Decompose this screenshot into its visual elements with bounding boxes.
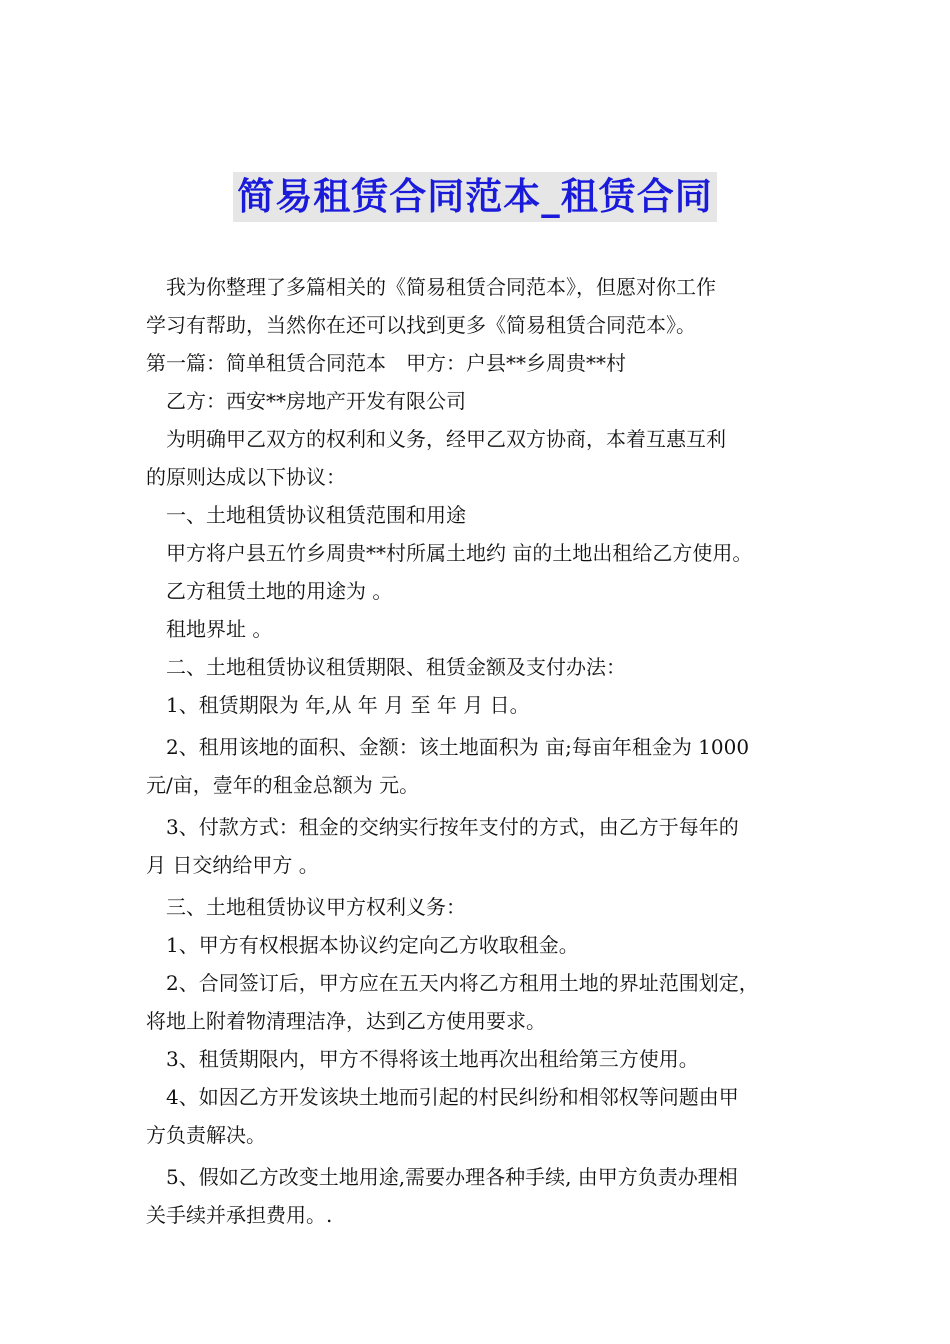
intro-line-1: 我为你整理了多篇相关的《简易租赁合同范本》，但愿对你工作 bbox=[166, 275, 716, 299]
section-3-item-1: 1、甲方有权根据本协议约定向乙方收取租金。 bbox=[166, 933, 579, 957]
section-3-item-5-line-2: 关手续并承担费用。. bbox=[146, 1203, 333, 1227]
section-2-item-2-line-2: 元/亩，壹年的租金总额为 元。 bbox=[146, 773, 420, 797]
intro-line-2: 学习有帮助，当然你在还可以找到更多《简易租赁合同范本》。 bbox=[146, 313, 696, 337]
section-1-line-1: 甲方将户县五竹乡周贵**村所属土地约 亩的土地出租给乙方使用。 bbox=[166, 541, 753, 565]
section-2-item-3-line-1: 3、付款方式：租金的交纳实行按年支付的方式，由乙方于每年的 bbox=[166, 815, 739, 839]
section-3-item-2-line-1: 2、合同签订后，甲方应在五天内将乙方租用土地的界址范围划定， bbox=[166, 971, 759, 995]
section-3-item-3: 3、租赁期限内，甲方不得将该土地再次出租给第三方使用。 bbox=[166, 1047, 699, 1071]
section-3-item-4-line-2: 方负责解决。 bbox=[146, 1123, 266, 1147]
party-b-line: 乙方：西安**房地产开发有限公司 bbox=[166, 389, 466, 413]
section-3-item-5-line-1: 5、假如乙方改变土地用途,需要办理各种手续, 由甲方负责办理相 bbox=[166, 1165, 738, 1189]
section-1-heading: 一、土地租赁协议租赁范围和用途 bbox=[166, 503, 466, 527]
document-title: 简易租赁合同范本_租赁合同 bbox=[233, 172, 717, 222]
title-wrap bbox=[0, 172, 950, 222]
section-3-item-2-line-2: 将地上附着物清理洁净，达到乙方使用要求。 bbox=[146, 1009, 546, 1033]
section-1-line-2: 乙方租赁土地的用途为 。 bbox=[166, 579, 393, 603]
section-3-item-4-line-1: 4、如因乙方开发该块土地而引起的村民纠纷和相邻权等问题由甲 bbox=[166, 1085, 739, 1109]
preamble-line-1: 为明确甲乙双方的权利和义务，经甲乙双方协商，本着互惠互利 bbox=[166, 427, 726, 451]
section-1-line-3: 租地界址 。 bbox=[166, 617, 273, 641]
document-body bbox=[146, 268, 814, 1234]
section-2-item-3-line-2: 月 日交纳给甲方 。 bbox=[146, 853, 319, 877]
section-3-heading: 三、土地租赁协议甲方权利义务： bbox=[166, 895, 466, 919]
preamble-line-2: 的原则达成以下协议： bbox=[146, 465, 346, 489]
section-2-heading: 二、土地租赁协议租赁期限、租赁金额及支付办法： bbox=[166, 655, 626, 679]
section-2-item-2-line-1: 2、租用该地的面积、金额：该土地面积为 亩;每亩年租金为 1000 bbox=[166, 735, 750, 759]
section-2-item-1: 1、租赁期限为 年,从 年 月 至 年 月 日。 bbox=[166, 693, 530, 717]
party-a-line: 第一篇：简单租赁合同范本 甲方：户县**乡周贵**村 bbox=[146, 351, 626, 375]
